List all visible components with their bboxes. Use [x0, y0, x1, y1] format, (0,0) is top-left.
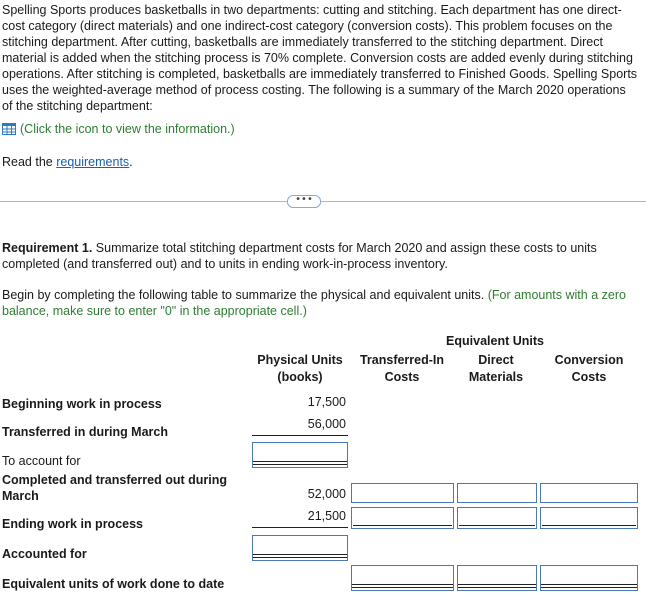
requirement-1 [2, 240, 638, 272]
transferred-in-physical: 56,000 [307, 417, 346, 431]
expand-more-button[interactable]: ••• [287, 195, 321, 208]
equiv-direct-materials-input[interactable] [457, 565, 537, 591]
instruction-main: Begin by completing the following table to summarize the physical and equivalent units. [2, 288, 488, 302]
ending-wip-label: Ending work in process [2, 517, 143, 531]
ending-transferred-in-input[interactable] [351, 507, 454, 529]
transferred-in-header-line1: Transferred-In [359, 353, 445, 367]
view-information-link[interactable] [2, 121, 235, 137]
problem-description: Spelling Sports produces basketballs in two departments: cutting and stitching. Each department has one direct-cost category (direct materials) and one indirect-cost category (conversion costs). This problem focuses on the stitching department. After cutting, basketballs are immediately transferred to the stitching department. Direct material is added when the stitching process is 70% complete. Conversion costs are added evenly during stitching operations. After stitching is completed, basketballs are immediately transferred to Finished Goods. Spelling Sports uses the weighted-average method of process costing. The following is a summary of the March 2020 operations of the stitching department: [2, 3, 638, 113]
transferred-in-header-line2: Costs [384, 370, 420, 384]
equiv-conversion-costs-input[interactable] [540, 565, 638, 591]
view-information-text[interactable]: (Click the icon to view the information.) [20, 122, 235, 136]
direct-materials-header-line2: Materials [468, 370, 524, 384]
physical-units-header-line1: Physical Units [257, 353, 343, 367]
requirement-label: Requirement 1. [2, 241, 93, 255]
direct-materials-header-line1: Direct [478, 353, 514, 367]
beginning-wip-label: Beginning work in process [2, 397, 162, 411]
completed-transferred-label: Completed and transferred out during March [2, 473, 228, 503]
section-divider [0, 201, 646, 202]
equivalent-units-label: Equivalent units of work done to date [2, 577, 225, 591]
completed-conversion-costs-input[interactable] [540, 483, 638, 503]
requirement-text: Summarize total stitching department costs for March 2020 and assign these costs to units completed (and transferred out) and to units in ending work-in-process inventory. [2, 241, 597, 271]
completed-physical: 52,000 [307, 487, 346, 501]
transferred-in-label: Transferred in during March [2, 425, 169, 439]
beginning-wip-physical: 17,500 [307, 395, 346, 409]
direct-materials-header [455, 352, 537, 386]
ending-conversion-costs-input[interactable] [540, 507, 638, 529]
conversion-costs-header-line1: Conversion [554, 353, 624, 367]
instruction-text [2, 287, 638, 319]
read-suffix: . [129, 155, 133, 169]
instruction-hint: (For amounts with a zero balance, make sure to enter "0" in the appropriate cell.) [2, 288, 626, 318]
ending-wip-physical: 21,500 [307, 509, 346, 523]
read-requirements-line [2, 154, 133, 170]
completed-direct-materials-input[interactable] [457, 483, 537, 503]
read-prefix: Read the [2, 155, 57, 169]
accounted-for-input[interactable] [252, 535, 348, 561]
transferred-in-underline [252, 435, 348, 436]
to-account-for-label: To account for [2, 454, 81, 468]
conversion-costs-header-line2: Costs [571, 370, 607, 384]
requirements-link[interactable]: requirements [56, 155, 130, 169]
physical-units-header [252, 352, 348, 386]
completed-transferred-in-input[interactable] [351, 483, 454, 503]
equivalent-units-header: Equivalent Units [446, 334, 544, 348]
equiv-transferred-in-input[interactable] [351, 565, 454, 591]
spreadsheet-icon[interactable] [2, 123, 16, 135]
conversion-costs-header [540, 352, 638, 386]
transferred-in-header [352, 352, 452, 386]
physical-units-header-line2: (books) [277, 370, 323, 384]
ending-wip-underline [252, 527, 348, 528]
ending-direct-materials-input[interactable] [457, 507, 537, 529]
to-account-for-input[interactable] [252, 442, 348, 468]
accounted-for-label: Accounted for [2, 547, 87, 561]
